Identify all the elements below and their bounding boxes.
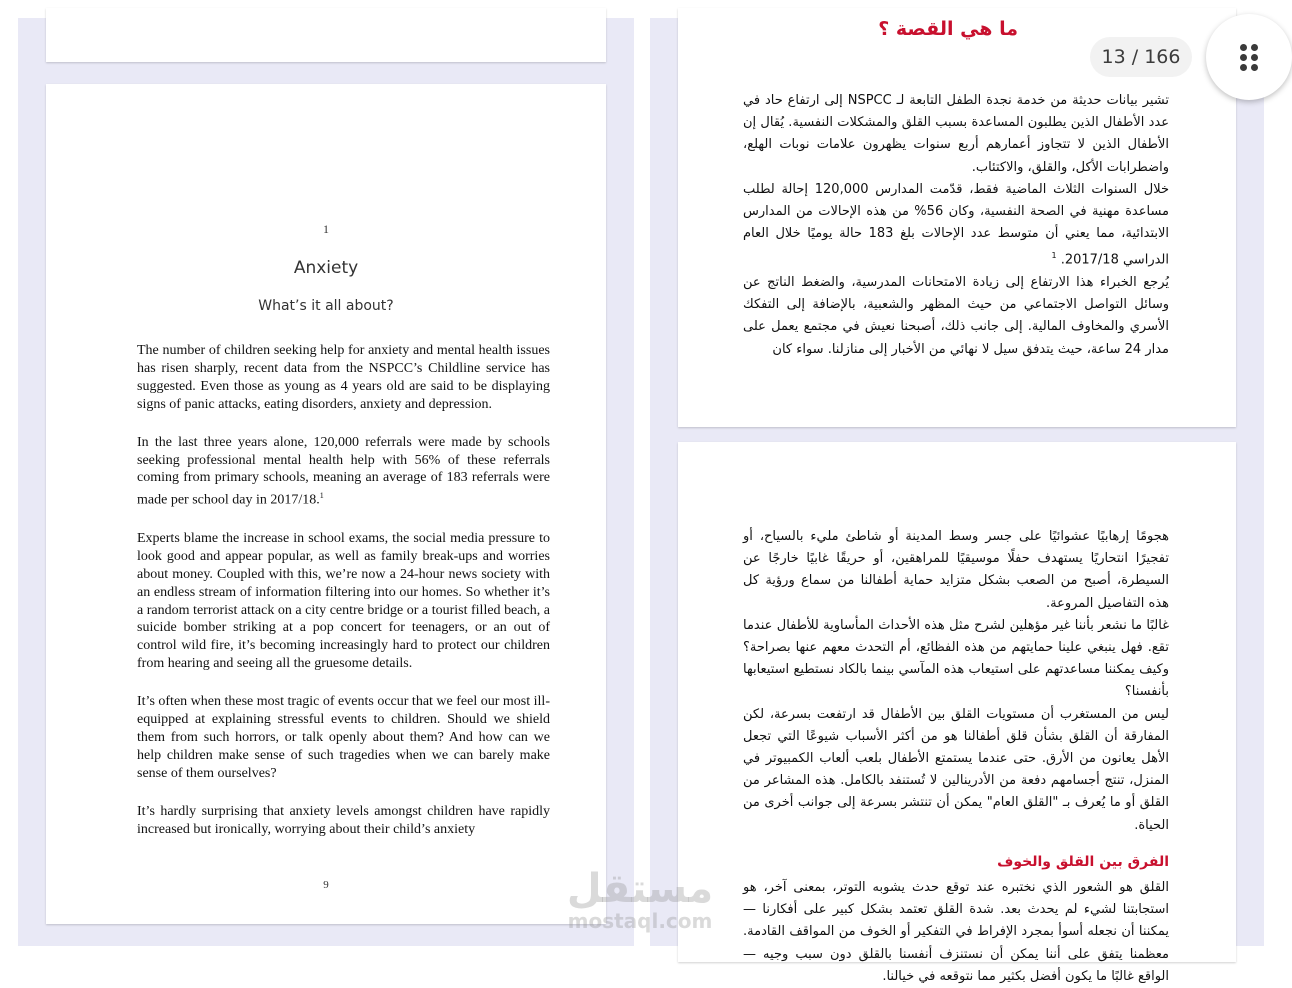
page-counter: 13 / 166 <box>1090 37 1192 77</box>
paragraph: The number of children seeking help for anxiety and mental health issues has risen sharply, recent data from the NSPCC’s Childline service has suggested. Even those as young as 4 years old are said to be displaying signs of panic attacks, eating disorders, anxiety and depression. <box>137 343 550 412</box>
paragraph: It’s often when these most tragic of events occur that we feel our most ill-equipped at explaining stressful events to children. Should we shield them from such horrors, or talk openly about them? And how can we help children make sense of such tragedies when we can barely make sense of them ourselves? <box>137 694 550 781</box>
paragraph: القلق هو الشعور الذي نختبره عند توقع حدث يشوبه التوتر، بمعنى آخر، هو استجابتنا لشيء لم يحدث بعد. شدة القلق تعتمد بشكل كبير على أفكارنا — يمكننا أن نجعله أسوأ بمجرد الإفراط في التفكير أو الخوف من المواقف القادمة. معظمنا يتفق على أننا يمكن أن نستنزف أنفسنا بالقلق دون سبب وجيه — الواقع غالبًا ما يكون أفضل بكثير مما نتوقعه في خيالنا. <box>743 880 1169 984</box>
footnote-marker: 1 <box>1051 251 1057 261</box>
paragraph: ليس من المستغرب أن مستويات القلق بين الأطفال قد ارتفعت بسرعة، لكن المفارقة أن القلق بشأن قلق أطفالنا هو من أكثر الأسباب شيوعًا التي تجعل الأهل يعانون من الأرق. حتى عندما يستمتع الأطفال بلعب ألعاب الكمبيوتر في المنزل، تنتج أجسامهم دفعة من الأدرينالين لا تُستنفد بالكامل. هذه المشاعر من القلق أو ما يُعرف بـ "القلق العام" يمكن أن تنتشر بسرعة إلى جوانب أخرى من الحياة. <box>743 706 1169 833</box>
chapter-number: 1 <box>323 222 329 236</box>
left-document-pane[interactable] <box>18 18 634 946</box>
paragraph: هجومًا إرهابيًا عشوائيًا على جسر وسط المدينة أو شاطئ مليء بالسياح، أو تفجيرًا انتحاريًا يستهدف حفلًا موسيقيًا للمراهقين، أو حريقًا غابيًا خارجًا عن السيطرة، أصبح من الصعب بشكل متزايد حماية أطفالنا من سماع ورؤية كل هذه التفاصيل المروعة. <box>743 529 1169 611</box>
paragraph: يُرجع الخبراء هذا الارتفاع إلى زيادة الامتحانات المدرسية، والضغط الناتج عن وسائل التواصل الاجتماعي من حيث المظهر والشعبية، بالإضافة إلى التفكك الأسري والمخاوف المالية. إلى جانب ذلك، أصبحنا نعيش في مجتمع يعمل على مدار 24 ساعة، حيث يتدفق سيل لا نهائي من الأخبار إلى منازلنا. سواء كان <box>743 274 1169 357</box>
paragraph: غالبًا ما نشعر بأننا غير مؤهلين لشرح مثل هذه الأحداث المأساوية للأطفال عندما تقع. فهل ينبغي علينا حمايتهم من هذه الفظائع، أم التحدث معهم عنها بصراحة؟ وكيف يمكننا مساعدتهم على استيعاب هذه المآسي بينما بالكاد نستطيع استيعابها بأنفسنا؟ <box>743 617 1169 700</box>
arabic-page-bottom <box>678 442 1236 984</box>
footnote-marker: 1 <box>319 491 324 501</box>
page-number: 9 <box>323 879 329 891</box>
arabic-body-top <box>743 90 1169 361</box>
arabic-body-bottom <box>743 526 1169 988</box>
previous-page-bottom <box>46 8 606 62</box>
section-subheading: الفرق بين القلق والخوف <box>997 853 1169 870</box>
paragraph: It’s hardly surprising that anxiety levels amongst children have rapidly increased but ironically, worrying about their child’s anxiety <box>137 803 550 837</box>
paragraph: خلال السنوات الثلاث الماضية فقط، قدّمت المدارس 120,000 إحالة لطلب مساعدة مهنية في الصحة النفسية، وكان 56% من هذه الإحالات من المدارس الابتدائية، مما يعني أن متوسط عدد الإحالات بلغ 183 حالة يوميًا خلال العام الدراسي 2017/18. $^1$ <box>743 181 1170 268</box>
arabic-title: ما هي القصة ؟ <box>878 18 1018 40</box>
english-page <box>46 84 606 924</box>
paragraph: تشير بيانات حديثة من خدمة نجدة الطفل التابعة لـ NSPCC إلى ارتفاع حاد في عدد الأطفال الذين يطلبون المساعدة بسبب القلق والمشكلات النفسية. يُقال إن الأطفال الذين لا تتجاوز أعمارهم أربع سنوات يظهرون علامات نوبات الهلع، واضطرابات الأكل، والقلق، والاكتئاب. <box>743 93 1169 175</box>
english-body <box>137 342 550 859</box>
right-document-pane[interactable] <box>650 18 1264 984</box>
paragraph: In the last three years alone, 120,000 referrals were made by schools seeking professional mental health help with 56% of these referrals coming from primary schools, meaning an average of 183 referrals were made per school day in 2017/18.$^1$ <box>137 434 550 508</box>
chapter-subtitle: What’s it all about? <box>258 298 394 314</box>
chapter-title: Anxiety <box>293 258 359 278</box>
watermark: مستقل mostaql.com <box>566 866 714 933</box>
drag-handle-dots-icon[interactable] <box>1240 44 1260 72</box>
paragraph: Experts blame the increase in school exams, the social media pressure to look good and appear popular, as well as family break-ups and worries about money. Coupled with this, we’re now a 24-hour news society with an endless stream of information filtering into our homes. So whether it’s a random terrorist attack on a city centre bridge or a tourist filled beach, a suicide bomber striking at a pop concert for teenagers, or an out of control wild fire, it’s becoming increasingly hard to protect our children from hearing and seeing all the gruesome details. <box>137 530 550 672</box>
